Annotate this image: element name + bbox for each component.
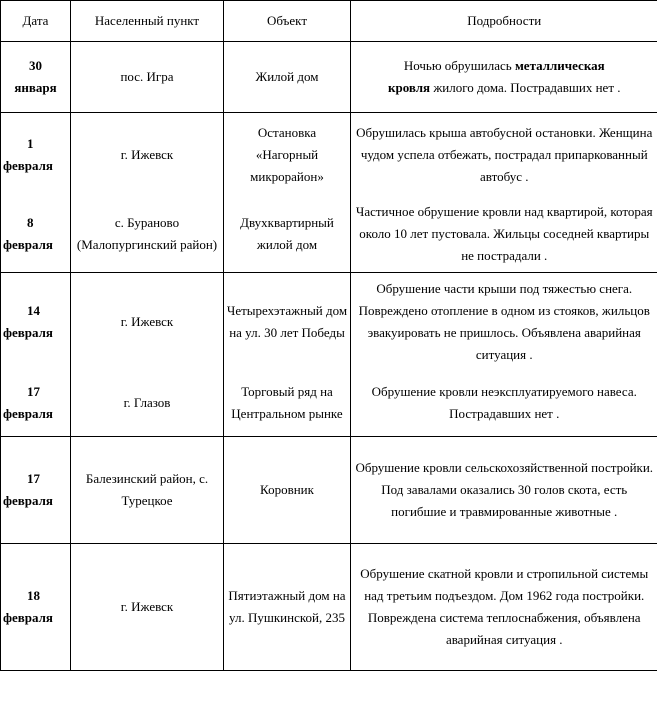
- date-day: 8: [27, 215, 34, 231]
- date-day: 14: [27, 302, 40, 318]
- details-cell: [351, 42, 657, 113]
- details-cell: Обрушилась крыша автобусной остановки. Женщина чудом успела отбежать, пострадал припаркованный автобус .: [351, 113, 657, 197]
- date-day: 17: [27, 384, 40, 400]
- object-cell: Пятиэтажный дом на ул. Пушкинской, 235: [224, 544, 351, 671]
- date-day: 18: [27, 588, 40, 603]
- date-cell: [1, 273, 71, 371]
- details-cell: Обрушение кровли сельскохозяйственной постройки. Под завалами оказались 30 голов скота, есть погибшие и травмированные животные .: [351, 437, 657, 544]
- object-cell: Жилой дом: [224, 42, 351, 113]
- details-cell: Обрушение кровли неэксплуатируемого навеса. Пострадавших нет .: [371, 384, 637, 422]
- date-day: 17: [27, 471, 40, 486]
- header-place: Населенный пункт: [71, 1, 224, 42]
- object-cell: Торговый ряд на Центральном рынке: [224, 371, 351, 437]
- header-date: Дата: [1, 1, 71, 42]
- details-bold: кровля: [387, 80, 431, 95]
- details-text: Ночью обрушилась: [403, 58, 515, 73]
- place-cell: г. Ижевск: [71, 273, 224, 371]
- table-row: [1, 371, 657, 437]
- date-day: 1: [27, 135, 34, 151]
- object-cell: Остановка «Нагорный микрорайон»: [224, 113, 351, 197]
- date-month: февраля: [3, 406, 53, 422]
- date-cell: [1, 437, 71, 544]
- table-row: [1, 42, 657, 113]
- date-day: 30: [29, 58, 42, 73]
- place-cell: Балезинский район, с. Турецкое: [71, 437, 224, 544]
- table-row: [1, 437, 657, 544]
- table-row: [1, 113, 657, 197]
- place-cell: г. Глазов: [71, 371, 224, 437]
- table-row: [1, 273, 657, 371]
- date-month: февраля: [3, 157, 53, 173]
- details-bold: металлическая: [514, 58, 605, 73]
- object-cell: Четырехэтажный дом на ул. 30 лет Победы: [224, 273, 351, 371]
- date-cell: [1, 42, 71, 113]
- table-row: [1, 197, 657, 273]
- date-month: февраля: [3, 493, 53, 508]
- place-cell: пос. Игра: [71, 42, 224, 113]
- object-cell: Коровник: [224, 437, 351, 544]
- place-cell: г. Ижевск: [71, 113, 224, 197]
- date-cell: [1, 197, 71, 273]
- place-cell: с. Бураново (Малопургинский район): [71, 197, 224, 273]
- object-cell: Двухквартирный жилой дом: [224, 197, 351, 273]
- place-cell: г. Ижевск: [71, 544, 224, 671]
- date-month: февраля: [3, 237, 53, 253]
- details-cell: Обрушение скатной кровли и стропильной системы над третьим подъездом. Дом 1962 года постройки. Повреждена система теплоснабжения, объявлена аварийная ситуация .: [351, 544, 657, 671]
- table-row: [1, 544, 657, 671]
- details-cell: Обрушение части крыши под тяжестью снега. Повреждено отопление в одном из стояков, жильцов эвакуировать не пришлось. Объявлена аварийная ситуация .: [351, 273, 657, 371]
- header-details: Подробности: [351, 1, 657, 42]
- date-cell: [1, 113, 71, 197]
- date-cell: [1, 371, 71, 437]
- details-cell: Частичное обрушение кровли над квартирой, которая около 10 лет пустовала. Жильцы соседней квартиры не пострадали .: [355, 204, 653, 264]
- date-month: января: [14, 80, 57, 95]
- header-object: Объект: [224, 1, 351, 42]
- header-row: [1, 1, 657, 42]
- date-month: февраля: [3, 610, 53, 625]
- date-cell: [1, 544, 71, 671]
- details-text: жилого дома. Пострадавших нет .: [430, 80, 621, 95]
- date-month: февраля: [3, 324, 53, 340]
